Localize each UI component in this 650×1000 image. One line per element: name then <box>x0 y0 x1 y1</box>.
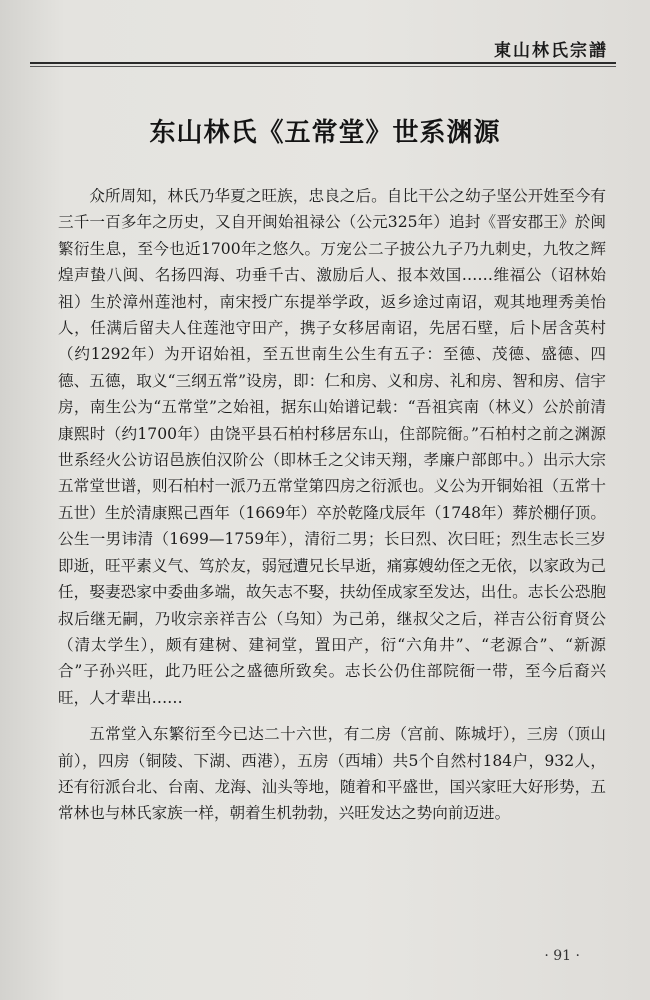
header-rule-thick <box>30 62 616 64</box>
article-title: 东山林氏《五常堂》世系渊源 <box>149 118 501 148</box>
page-number: · 91 · <box>544 948 580 964</box>
header-rule-thin <box>30 66 616 67</box>
running-header-title: 東山林氏宗譜 <box>494 41 608 61</box>
article-body <box>58 183 606 827</box>
paragraph-2: 五常堂入东繁衍至今已达二十六世，有二房（宫前、陈城圩），三房（顶山前），四房（铜陵、下湖、西港），五房（西埔）共5个自然村184户，932人，还有衍派台北、台南、龙海、汕头等地，随着和平盛世，国兴家旺大好形势，五常林也与林氏家族一样，朝着生机勃勃，兴旺发达之势向前迈进。 <box>58 725 606 823</box>
paragraph-1: 众所周知，林氏乃华夏之旺族，忠良之后。自比干公之幼子坚公开姓至今有三千一百多年之历史，又自开闽始祖禄公（公元325年）追封《晋安郡王》於闽繁衍生息，至今也近1700年之悠久。万宠公二子披公九子乃九刺史，九牧之辉煌声蛰八闽、名扬四海、功垂千古、激励后人、报本效国……维福公（诏林始祖）生於漳州莲池村，南宋授广东提举学政，返乡途过南诏，观其地理秀美怡人，任满后留夫人住莲池守田产，携子女移居南诏，先居石壁，后卜居含英村（约1292年）为开诏始祖，至五世南生公生有五子：至德、茂德、盛德、四德、五德，取义“三纲五常”设房，即：仁和房、义和房、礼和房、智和房、信宇房，南生公为“五常堂”之始祖，据东山始谱记载：“吾祖宾南（林义）公於前清康熙时（约1700年）由饶平县石柏村移居东山，住部院衙。”石柏村之前之渊源世系经火公访诏邑族伯汉阶公（即林壬之父讳天翔，孝廉户部郎中。）出示大宗五常堂世谱，则石柏村一派乃五常堂第四房之衍派也。义公为开铜始祖（五常十五世）生於清康熙己酉年（1669年）卒於乾隆戊辰年（1748年）葬於棚仔顶。公生一男讳清（1699—1759年），清衍二男；长曰烈、次曰旺；烈生志长三岁即逝，旺平素义气、笃於友，弱冠遭兄长早逝，痛寡嫂幼侄之无依，以家政为己任，娶妻恐家中委曲多端，故矢志不娶，扶幼侄成家至发达，出仕。志长公恐胞叔后继无嗣，乃收宗亲祥吉公（乌知）为己弟，继叔父之后，祥吉公衍育贤公（清太学生），颇有建树、建祠堂，置田产，衍“六角井”、“老源合”、“新源合”子孙兴旺，此乃旺公之盛德所致矣。志长公仍住部院衙一带，至今后裔兴旺，人才辈出…… <box>58 187 606 707</box>
